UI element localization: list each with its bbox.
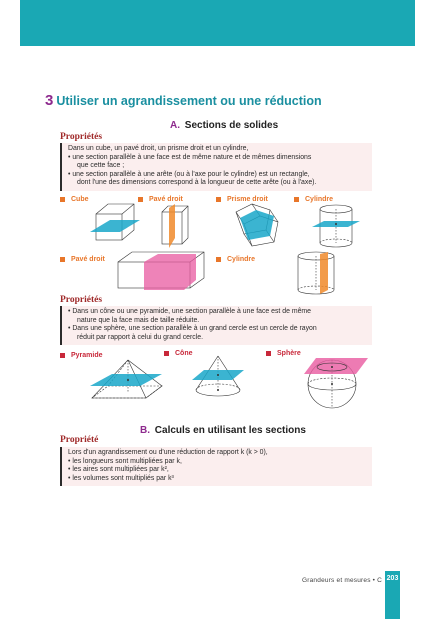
properties-2-box <box>60 306 372 345</box>
prop1-line: Dans un cube, un pavé droit, un prisme droit et un cylindre, <box>68 145 249 152</box>
cylindre-2-figure <box>294 250 342 298</box>
prop3-line: • les longueurs sont multipliées par k, <box>68 457 182 465</box>
label-cylindre: Cylindre <box>294 196 333 203</box>
prisme-droit-figure <box>230 200 288 252</box>
properties-1-box <box>60 143 372 191</box>
prop3-line: Lors d'un agrandissement ou d'une réduction de rapport k (k > 0), <box>68 449 268 456</box>
properties-2-title: Propriétés <box>60 295 103 305</box>
prop3-line: • les aires sont multipliées par k², <box>68 466 169 474</box>
cube-figure <box>92 202 152 252</box>
prop2-line: réduit par rapport à celui du grand cercle. <box>77 333 204 341</box>
property-3-title: Propriété <box>60 435 99 445</box>
pyramide-figure <box>88 358 168 404</box>
label-pyramide: Pyramide <box>60 352 103 359</box>
prop2-line: nature que la face mais de taille réduite. <box>77 316 200 324</box>
prop2-line: • Dans un cône ou une pyramide, une section parallèle à une face est de même <box>68 308 311 315</box>
pave-droit-figure <box>158 204 198 252</box>
footer-text: Grandeurs et mesures • C <box>302 577 383 584</box>
subheading-b-title: Calculs en utilisant les sections <box>154 425 306 436</box>
prop1-line: • une section parallèle à une arête (ou à l'axe pour le cylindre) est un rectangle, <box>68 170 310 178</box>
section-number: 3 <box>45 92 54 109</box>
prop1-line: dont l'une des dimensions correspond à la longueur de cette arête (ou à l'axe). <box>77 179 317 187</box>
label-pave-droit-2: Pavé droit <box>60 256 105 263</box>
label-cylindre-2: Cylindre <box>216 256 255 263</box>
page-number: 203 <box>385 571 400 591</box>
label-cube: Cube <box>60 196 89 203</box>
section-heading <box>45 92 322 109</box>
properties-1-title: Propriétés <box>60 132 103 142</box>
page-number-bar <box>385 591 400 619</box>
prop1-line: • une section parallèle à une face est de même nature et de mêmes dimensions <box>68 153 312 161</box>
label-sphere: Sphère <box>266 350 301 357</box>
subheading-a <box>170 120 278 131</box>
pave-droit-2-figure <box>114 250 210 292</box>
subheading-a-letter: A. <box>170 120 180 131</box>
cylindre-figure <box>316 203 364 251</box>
cone-figure <box>190 354 250 398</box>
prop1-line: que cette face ; <box>77 162 125 170</box>
sphere-figure <box>306 354 370 418</box>
subheading-a-title: Sections de solides <box>184 120 279 131</box>
prop2-line: • Dans une sphère, une section parallèle à un grand cercle est un cercle de rayon <box>68 325 317 333</box>
label-cone: Cône <box>164 350 193 357</box>
subheading-b-letter: B. <box>140 425 150 436</box>
subheading-b <box>140 425 306 436</box>
label-prisme-droit: Prisme droit <box>216 196 268 203</box>
label-pave-droit: Pavé droit <box>138 196 183 203</box>
header-band <box>20 0 415 46</box>
section-title: Utiliser un agrandissement ou une réduction <box>56 93 322 108</box>
property-3-box <box>60 447 372 486</box>
prop3-line: • les volumes sont multipliés par k³ <box>68 474 174 482</box>
